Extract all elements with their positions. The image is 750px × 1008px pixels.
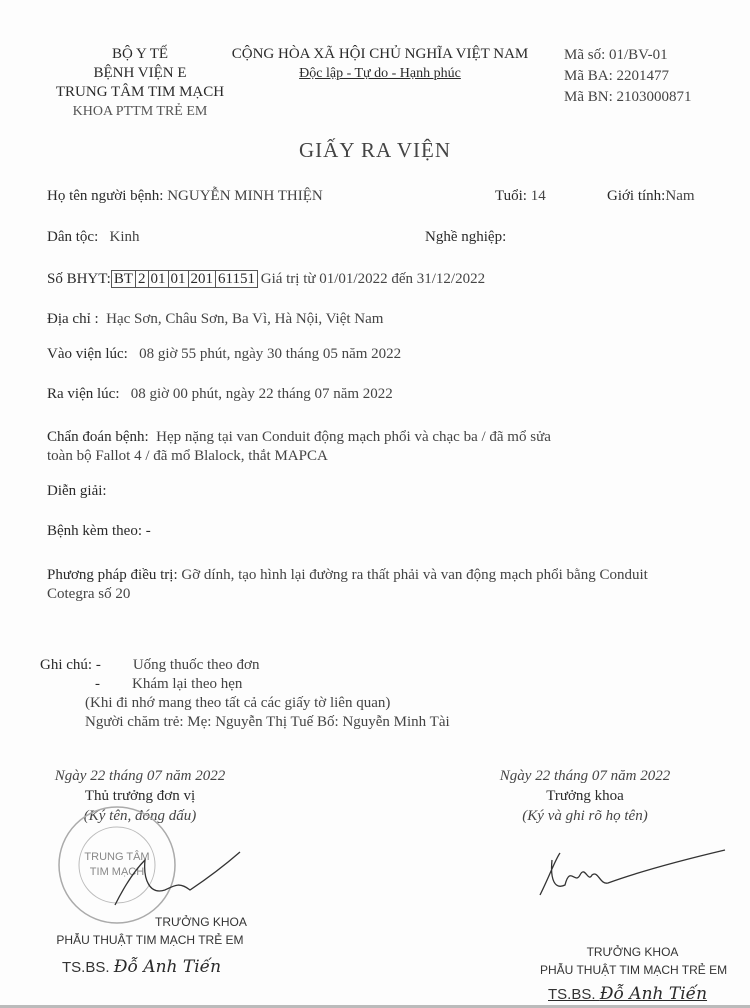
patient-name: NGUYỄN MINH THIỆN (167, 188, 323, 204)
label: Họ tên người bệnh: (47, 188, 164, 204)
sign-date: Ngày 22 tháng 07 năm 2022 (499, 768, 671, 784)
treatment-line: Cotegra số 20 (47, 586, 131, 602)
patient-name-row (47, 188, 323, 205)
country-title: CỘNG HÒA XÃ HỘI CHỦ NGHĨA VIỆT NAM (231, 46, 529, 62)
label: Giới tính: (607, 188, 666, 204)
label: Số BHYT: (47, 271, 111, 287)
treatment-line: Gỡ dính, tạo hình lại đường ra thất phải và van động mạch phổi bằng Conduit (181, 567, 648, 583)
diagnosis (47, 428, 551, 466)
age: 14 (530, 188, 546, 204)
national-header (210, 45, 550, 83)
admission-row (47, 346, 401, 363)
bullet: - (95, 676, 100, 692)
label: Ra viện lúc: (47, 386, 120, 402)
insurance-box: 01 (148, 270, 169, 288)
right-signature-block (465, 766, 705, 826)
job-label: Nghề nghiệp: (425, 229, 507, 245)
explanation-label: Diễn giải: (47, 483, 107, 499)
title2: PHẪU THUẬT TIM MẠCH TRẺ EM (56, 933, 244, 947)
comorbid-row (47, 523, 151, 540)
caregiver: Người chăm trẻ: Mẹ: Nguyễn Thị Tuế Bố: Nguyễn Minh Tài (85, 714, 450, 730)
label: Chẩn đoán bệnh: (47, 429, 149, 445)
patient-code: Mã BN: 2103000871 (564, 89, 692, 105)
signature-icon (530, 845, 730, 905)
sign-date: Ngày 22 tháng 07 năm 2022 (54, 768, 226, 784)
insurance-box: BT (111, 270, 136, 288)
record-code: Mã BA: 2201477 (564, 68, 669, 84)
admission-time: 08 giờ 55 phút, ngày 30 tháng 05 năm 2022 (139, 346, 402, 362)
note-item: Uống thuốc theo đơn (132, 657, 260, 673)
ministry: BỘ Y TẾ (111, 46, 169, 62)
reminder: (Khi đi nhớ mang theo tất cả các giấy tờ liên quan) (85, 695, 391, 711)
title1: TRƯỞNG KHOA (586, 945, 679, 959)
bullet: - (95, 657, 101, 673)
label: Dân tộc: (47, 229, 99, 245)
prefix: TS.BS. (62, 959, 110, 976)
insurance-validity: Giá trị từ 01/01/2022 đến 31/12/2022 (260, 271, 486, 287)
right-signer-title (540, 943, 728, 979)
form-code: Mã số: 01/BV-01 (564, 47, 668, 63)
title1: TRƯỞNG KHOA (155, 915, 247, 929)
label: Tuổi: (495, 188, 527, 204)
label: Ghi chú: (40, 657, 93, 673)
document-title: GIẤY RA VIỆN (299, 138, 451, 162)
insurance-box: 01 (168, 270, 189, 288)
note-item: Khám lại theo hẹn (132, 676, 243, 692)
stamp-text: TIM MẠCH (89, 866, 145, 878)
official-stamp-icon (55, 790, 255, 930)
right-signer-name (548, 984, 707, 1004)
address: Hạc Sơn, Châu Sơn, Ba Vì, Hà Nội, Việt Nam (106, 311, 384, 327)
diagnosis-line: toàn bộ Fallot 4 / đã mổ Blalock, thắt MAPCA (47, 448, 328, 464)
sex: Nam (665, 188, 695, 204)
discharge-row (47, 386, 393, 403)
sex-row (607, 188, 695, 205)
insurance-box: 201 (188, 270, 217, 288)
left-signer-name (62, 957, 221, 977)
sign-role: Trưởng khoa (546, 788, 624, 804)
left-signer-title (55, 913, 245, 949)
motto: Độc lập - Tự do - Hạnh phúc (299, 66, 461, 81)
label: Địa chỉ : (47, 311, 99, 327)
comorbid-value: - (145, 523, 151, 539)
sign-instruction: (Ký và ghi rõ họ tên) (522, 808, 648, 824)
sign-role: Thủ trưởng đơn vị (84, 788, 196, 804)
notes (40, 656, 450, 732)
ethnicity-row (47, 229, 139, 246)
address-row (47, 311, 383, 328)
title2: PHẪU THUẬT TIM MẠCH TRẺ EM (540, 963, 728, 977)
label: Phương pháp điều trị: (47, 567, 178, 583)
treatment (47, 566, 648, 604)
label: Bệnh kèm theo: (47, 523, 142, 539)
signer-name: Đỗ Anh Tiến (599, 984, 708, 1004)
insurance-box: 2 (135, 270, 149, 288)
stamp-text: TRUNG TÂM (84, 851, 150, 863)
insurance-row (47, 270, 485, 288)
diagnosis-line: Hẹp nặng tại van Conduit động mạch phổi và chạc ba / đã mổ sửa (156, 429, 551, 445)
label: Vào viện lúc: (47, 346, 128, 362)
discharge-time: 08 giờ 00 phút, ngày 22 tháng 07 năm 2022 (130, 386, 393, 402)
signer-name: Đỗ Anh Tiến (113, 957, 222, 977)
ethnicity: Kinh (109, 229, 140, 245)
center: TRUNG TÂM TIM MẠCH (55, 84, 225, 100)
hospital: BỆNH VIỆN E (93, 65, 187, 81)
insurance-box: 61151 (215, 270, 258, 288)
department: KHOA PTTM TRẺ EM (72, 104, 208, 119)
codes (564, 45, 692, 108)
prefix: TS.BS. (548, 986, 596, 1003)
sign-instruction: (Ký tên, đóng dấu) (83, 808, 197, 824)
age-row (495, 188, 546, 205)
